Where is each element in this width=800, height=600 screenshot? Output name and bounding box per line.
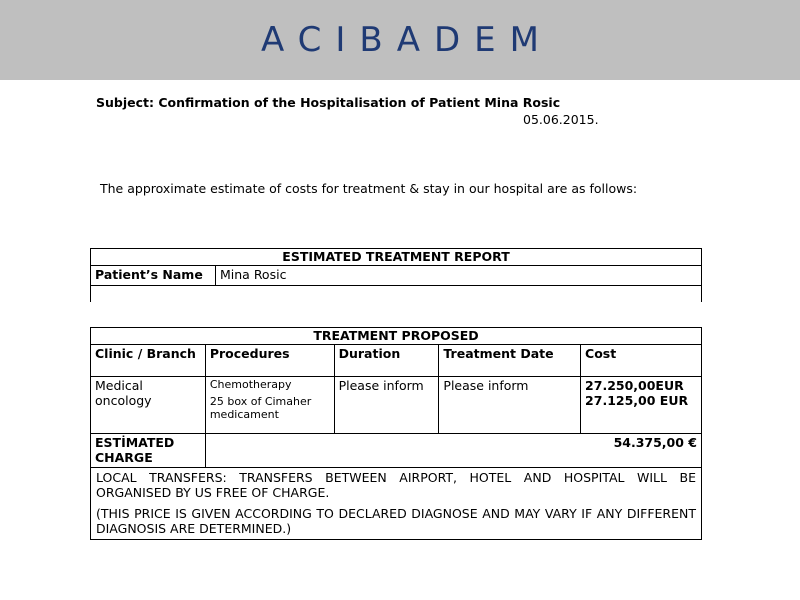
- patient-name-label: Patient’s Name: [91, 266, 216, 286]
- estimated-charge-row: [91, 434, 702, 468]
- estimated-charge-label: ESTİMATED CHARGE: [91, 434, 206, 468]
- treatment-title: TREATMENT PROPOSED: [91, 328, 702, 345]
- duration-cell: Please inform: [334, 377, 439, 434]
- table-header-row: [91, 345, 702, 377]
- header-cost: Cost: [581, 345, 702, 377]
- price-disclaimer: (THIS PRICE IS GIVEN ACCORDING TO DECLARED DIAGNOSE AND MAY VARY IF ANY DIFFERENT DIAGNOSIS ARE DETERMINED.): [96, 506, 696, 536]
- header-duration: Duration: [334, 345, 439, 377]
- estimated-charge-total: 54.375,00 €: [205, 434, 701, 468]
- empty-row: [91, 286, 702, 302]
- procedure-item: 25 box of Cimaher medicament: [209, 395, 312, 421]
- intro-text: The approximate estimate of costs for treatment & stay in our hospital are as follows:: [100, 181, 638, 196]
- patient-name-value: Mina Rosic: [216, 266, 702, 286]
- letter-date: 05.06.2015.: [523, 112, 599, 127]
- estimated-treatment-report-table: [90, 248, 702, 302]
- report-title: ESTIMATED TREATMENT REPORT: [91, 249, 702, 266]
- header-clinic: Clinic / Branch: [91, 345, 206, 377]
- table-row: [91, 377, 702, 434]
- header-procedures: Procedures: [205, 345, 334, 377]
- cost-value: 27.125,00 EUR: [585, 393, 689, 408]
- header-treatment-date: Treatment Date: [439, 345, 581, 377]
- notes-cell: [91, 468, 702, 540]
- transfer-note: LOCAL TRANSFERS: TRANSFERS BETWEEN AIRPORT, HOTEL AND HOSPITAL WILL BE ORGANISED BY US FREE OF CHARGE.: [96, 470, 696, 500]
- subject-line: Subject: Confirmation of the Hospitalisation of Patient Mina Rosic: [96, 95, 561, 110]
- clinic-cell: Medical oncology: [91, 377, 206, 434]
- procedures-cell: [205, 377, 334, 434]
- cost-cell: [581, 377, 702, 434]
- treatment-date-cell: Please inform: [439, 377, 581, 434]
- treatment-proposed-table: [90, 327, 702, 540]
- acibadem-logo: ACIBADEM: [260, 20, 553, 60]
- header-bar: [0, 0, 800, 80]
- procedure-item: Chemotherapy: [209, 378, 292, 391]
- cost-value: 27.250,00EUR: [585, 378, 684, 393]
